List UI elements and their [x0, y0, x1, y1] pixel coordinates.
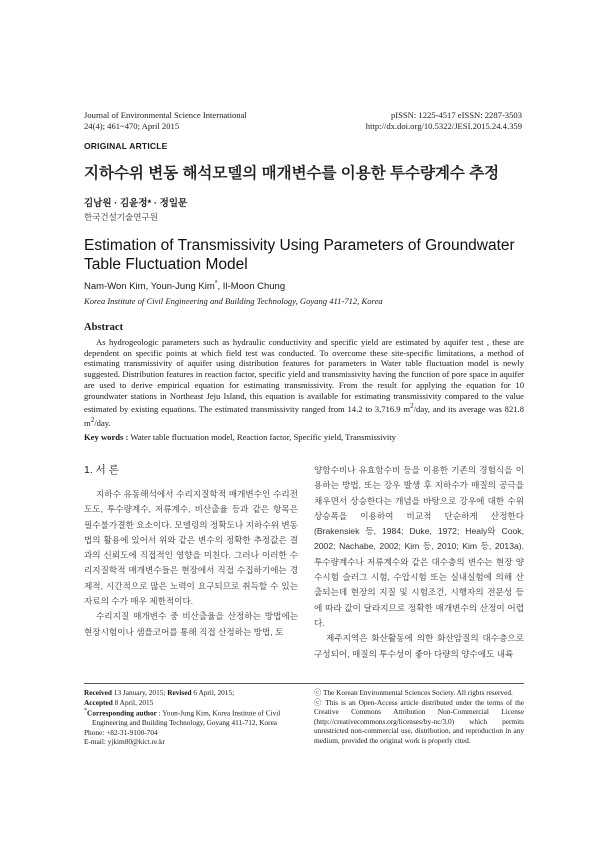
- abstract-sup-2: 2: [90, 415, 95, 424]
- abstract-body: [84, 337, 524, 428]
- issn: pISSN: 1225-4517 eISSN: 2287-3503: [390, 110, 522, 120]
- paragraph: 수리지질 매개변수 중 비산출율을 산정하는 방법에는 현장시험이나 샘플코어를 통해 직접 산정하는 방법, 토: [84, 611, 298, 637]
- paragraph: 지하수 유동해석에서 수리지질학적 매개변수인 수리전도도, 투수량계수, 저류계수, 비산출율 등과 같은 항목은 필수불가결한 요소이다. 모델링의 정확도나 지하수위 변동법의 활용에 있어서 위와 같은 변수의 정확한 추정값은 결과의 신뢰도에 직접적인 영향을 미친다. 그러나 이러한 수리지질학적 매개변수들은 현장에서 직접 수집하기에는 경제적, 시간적으로 많은 노력이 요구되므로 취득할 수 있는 자료의 수가 매우 제한적이다.: [84, 489, 298, 607]
- doi-link[interactable]: http://dx.doi.org/10.5322/JESI.2015.24.4.359: [365, 121, 522, 131]
- phone: Phone: +82-31-9100-704: [84, 727, 158, 737]
- body-column-right: [314, 463, 524, 662]
- revised-date: 6 April, 2015;: [191, 688, 235, 697]
- footnote-right: [314, 688, 524, 746]
- english-authors: [84, 280, 285, 292]
- journal-header-right: [340, 110, 522, 132]
- license-notice: ⓒ This is an Open-Access article distributed under the terms of the Creative Commons Attribution Non-Commercial License (http://creativecommons.org/licenses/by-nc/3.0) which permits unrestricted non-commercial use, distribution, and reproduction in any medium, provided the original work is properly cited.: [314, 697, 524, 745]
- revised-label: Revised: [167, 688, 192, 697]
- corresponding-mark: *: [214, 280, 218, 287]
- authors-text: Nam-Won Kim, Youn-Jung Kim: [84, 281, 215, 293]
- keywords-text: Water table fluctuation model, Reaction factor, Specific yield, Transmissivity: [128, 432, 396, 442]
- abstract-heading: Abstract: [84, 322, 124, 333]
- keywords-label: Key words :: [84, 432, 129, 442]
- received-label: Received: [84, 688, 112, 697]
- korean-affiliation: 한국건설기술연구원: [84, 212, 158, 222]
- keywords: [84, 432, 524, 442]
- accepted-date: 8 April, 2015: [112, 697, 154, 707]
- body-column-left: [84, 487, 298, 640]
- footnote-divider: [84, 683, 524, 684]
- english-affiliation: Korea Institute of Civil Engineering and Building Technology, Goyang 411-712, Korea: [84, 296, 383, 306]
- footnote-left: [84, 688, 299, 747]
- received-dates: [84, 688, 299, 698]
- journal-name: Journal of Environmental Science International: [84, 110, 247, 120]
- abstract-text-1: As hydrogeologic parameters such as hydraulic conductivity and specific yield are estimated by aquifer test , these are dependent on specific points at which field test was conducted. To overcome these site-specific limitations, a method of estimating transmissivity of aquifer using distribution features for parameters in Water table fluctuation model is newly suggested. Distribution features in reaction factor, specific yield and transmissivity having the function of pore space in aquifer are used to derive empirical equation for estimating transmissivity. From the result for applying the equation for 10 groundwater stations in Northeast Jeju Island, this equation is available for estimating transmissivity compared to the value estimated by existing equations. The estimated transmissivity ranged from 14.2 to 3,716.9 m: [84, 337, 524, 415]
- accepted-date-line: [84, 698, 299, 708]
- authors-text-end: , Il-Moon Chung: [217, 281, 286, 293]
- paragraph: 양함수비나 유효함수비 등을 이용한 기존의 경험식을 이용하는 방법, 또는 강우 발생 후 지하수가 매질의 공극을 채우면서 상승한다는 개념을 바탕으로 강우에 대한 수위 상승폭을 이용하여 비교적 단순하게 산정한다(Brakensiek 등, 1984; Duke, 1972; Healy와 Cook, 2002; Nachabe, 2002; Kim 등, 2010; Kim 등, 2013a). 투수량계수나 저류계수와 같은 대수층의 변수는 현장 양수시험 슬러그 시험, 수압시험 또는 실내실험에 의해 산출되는데 현장의 지질 및 시험조건, 시행자의 전문성 등에 따라 값이 달라지므로 정확한 매개변수의 산정이 어렵다.: [314, 465, 524, 628]
- abstract-sup-1: 2: [410, 402, 414, 411]
- accepted-label: Accepted: [84, 697, 113, 707]
- korean-authors: 김남원 · 김윤정* · 정일문: [84, 198, 188, 209]
- email[interactable]: E-mail: yjkim80@kict.re.kr: [84, 737, 166, 747]
- section-heading: 1. 서 론: [84, 464, 119, 476]
- copyright-notice: ⓒ The Korean Environmental Sciences Society. All rights reserved.: [314, 688, 513, 697]
- abstract-text-3: /day.: [94, 417, 111, 428]
- corresponding-sup: *: [84, 708, 88, 715]
- english-title: Estimation of Transmissivity Using Parameters of Groundwater Table Fluctuation Model: [84, 237, 515, 273]
- abstract-text-2: /day, and its average was 821.8 m: [84, 404, 524, 428]
- corresponding-text: : Youn-Jung Kim, Korea Institute of Civil Engineering and Building Technology, Goyang 411-712, Korea: [92, 708, 281, 728]
- received-date: 13 January, 2015;: [111, 688, 168, 697]
- volume-info: 24(4); 461~470; April 2015: [84, 121, 180, 131]
- journal-header-left: [84, 110, 247, 132]
- corresponding-label: Corresponding author: [87, 708, 157, 718]
- corresponding-author: [84, 707, 299, 728]
- paragraph: 제주지역은 화산활동에 의한 화산암질의 대수층으로 구성되어, 매질의 투수성이 좋아 다량의 양수에도 내륙: [314, 633, 524, 659]
- korean-title: 지하수위 변동 해석모델의 매개변수를 이용한 투수량계수 추정: [84, 165, 500, 182]
- article-type: ORIGINAL ARTICLE: [84, 141, 168, 151]
